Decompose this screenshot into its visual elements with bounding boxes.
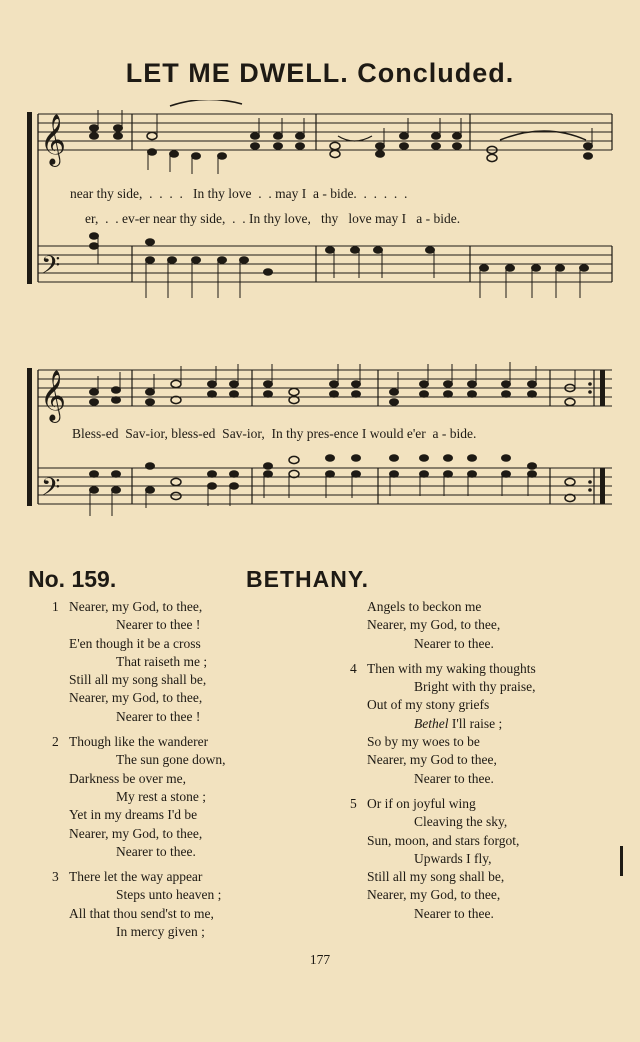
verse-line <box>350 795 630 813</box>
verse-line <box>350 751 630 769</box>
verse-text: Still all my song shall be, <box>367 869 505 885</box>
verse-text: Still all my song shall be, <box>69 672 207 688</box>
music-system-1 <box>0 100 640 310</box>
verse-text: My rest a stone ; <box>116 788 206 804</box>
stanza <box>52 868 332 941</box>
verse-text: Nearer to thee ! <box>116 617 201 633</box>
final-barline <box>600 370 605 406</box>
treble-clef-icon: 𝄞 <box>40 370 67 421</box>
verse-text: E'en though it be a cross <box>69 635 201 651</box>
verse-text: The sun gone down, <box>116 752 226 768</box>
verse-text: Upwards I fly, <box>414 850 492 866</box>
verse-line <box>350 868 630 886</box>
verse-line <box>350 715 630 733</box>
verse-line <box>52 905 332 923</box>
verse-line <box>52 708 332 726</box>
verse-text: Nearer to thee. <box>116 843 196 859</box>
stanza <box>52 598 332 726</box>
verse-line <box>350 635 630 653</box>
verse-number: 3 <box>52 869 59 885</box>
verse-text: Darkness be over me, <box>69 770 186 786</box>
verse-text: Cleaving the sky, <box>414 814 508 830</box>
verse-text: Though like the wanderer <box>69 734 209 750</box>
song-title: LET ME DWELL. Concluded. <box>125 58 515 88</box>
verse-line <box>350 886 630 904</box>
verse-number: 1 <box>52 599 59 614</box>
verse-line <box>52 868 332 886</box>
verse-text: Nearer, my God, to thee, <box>69 825 203 841</box>
verse-line <box>350 813 630 831</box>
verse-line <box>52 770 332 788</box>
verse-line <box>350 905 630 923</box>
verses-right-column <box>350 598 630 930</box>
verse-text: Nearer to thee. <box>414 635 494 651</box>
verse-number: 5 <box>350 795 357 811</box>
verse-line <box>52 689 332 707</box>
bass-notes-1 <box>90 233 589 298</box>
verse-text: Bright with thy praise, <box>414 679 536 695</box>
verse-text: In mercy given ; <box>116 924 205 940</box>
treble-notes-2 <box>90 362 576 406</box>
verse-line <box>350 660 630 678</box>
verses-left-column <box>52 598 332 948</box>
verse-text: Yet in my dreams I'd be <box>69 807 198 823</box>
verse-text: All that thou send'st to me, <box>69 905 214 921</box>
lyric-line-1b: er, . . ev-er near thy side, . . In thy love, thy love may I a - bide. <box>85 211 461 226</box>
verse-line <box>350 733 630 751</box>
bass-staff-1 <box>38 246 612 282</box>
treble-notes-1 <box>90 110 593 174</box>
verse-line <box>52 635 332 653</box>
verse-line <box>350 598 630 616</box>
verse-text: Nearer to thee. <box>414 770 494 786</box>
verse-text: Bethel I'll raise ; <box>414 715 503 731</box>
verse-line <box>350 696 630 714</box>
verse-line <box>52 671 332 689</box>
verse-text: Angels to beckon me <box>367 599 482 614</box>
verse-number: 4 <box>350 660 357 676</box>
treble-clef-icon: 𝄞 <box>40 114 67 165</box>
verse-text: Steps unto heaven ; <box>116 887 222 903</box>
page-number: 177 <box>309 952 331 967</box>
bass-clef-icon: 𝄢 <box>41 251 61 286</box>
verse-line <box>52 825 332 843</box>
verse-number: 2 <box>52 734 59 750</box>
verse-line <box>350 678 630 696</box>
verse-line <box>52 788 332 806</box>
verse-text: Nearer, my God, to thee, <box>69 690 203 706</box>
verse-text: That raiseth me ; <box>116 653 208 669</box>
verse-text: Sun, moon, and stars forgot, <box>367 832 520 848</box>
verse-line <box>52 733 332 751</box>
system-brace <box>27 112 32 284</box>
verse-text: There let the way appear <box>69 869 203 885</box>
margin-mark <box>620 846 623 876</box>
verse-text: Or if on joyful wing <box>367 795 476 811</box>
verse-text: Then with my waking thoughts <box>367 660 536 676</box>
verse-line <box>52 751 332 769</box>
verse-line <box>350 832 630 850</box>
lyric-line-1a: near thy side, . . . . In thy love . . may I a - bide. . . . . . <box>70 186 408 201</box>
verse-line <box>350 850 630 868</box>
verse-line <box>52 616 332 634</box>
stanza <box>350 660 630 788</box>
lyric-line-2: Bless-ed Sav-ior, bless-ed Sav-ior, In thy pres-ence I would e'er a - bide. <box>72 426 477 441</box>
system-brace <box>27 368 32 506</box>
verse-text: Nearer, my God, to thee, <box>367 887 501 903</box>
stanza <box>350 598 630 653</box>
verse-text: Nearer to thee. <box>414 905 494 921</box>
treble-staff-2 <box>38 370 612 406</box>
verse-line <box>52 653 332 671</box>
bass-notes-2 <box>90 455 576 516</box>
verse-line <box>52 886 332 904</box>
verse-text: Nearer, my God to thee, <box>367 752 497 768</box>
verse-line <box>350 770 630 788</box>
stanza <box>350 795 630 923</box>
hymn-heading <box>0 566 640 596</box>
bass-staff-2 <box>38 468 612 504</box>
bass-clef-icon: 𝄢 <box>41 473 61 508</box>
verse-text: So by my woes to be <box>367 734 480 750</box>
verse-line <box>52 806 332 824</box>
verse-text: Nearer, my God, to thee, <box>69 599 203 614</box>
hymn-name: BETHANY. <box>246 566 370 592</box>
verse-text: Nearer, my God, to thee, <box>367 617 501 633</box>
verse-line <box>52 923 332 941</box>
verse-text: Nearer to thee ! <box>116 708 201 724</box>
verse-line <box>52 843 332 861</box>
hymn-number: No. 159. <box>28 566 117 592</box>
verse-text: Out of my stony griefs <box>367 697 490 713</box>
verse-line <box>350 616 630 634</box>
verse-line <box>52 598 332 616</box>
stanza <box>52 733 332 861</box>
